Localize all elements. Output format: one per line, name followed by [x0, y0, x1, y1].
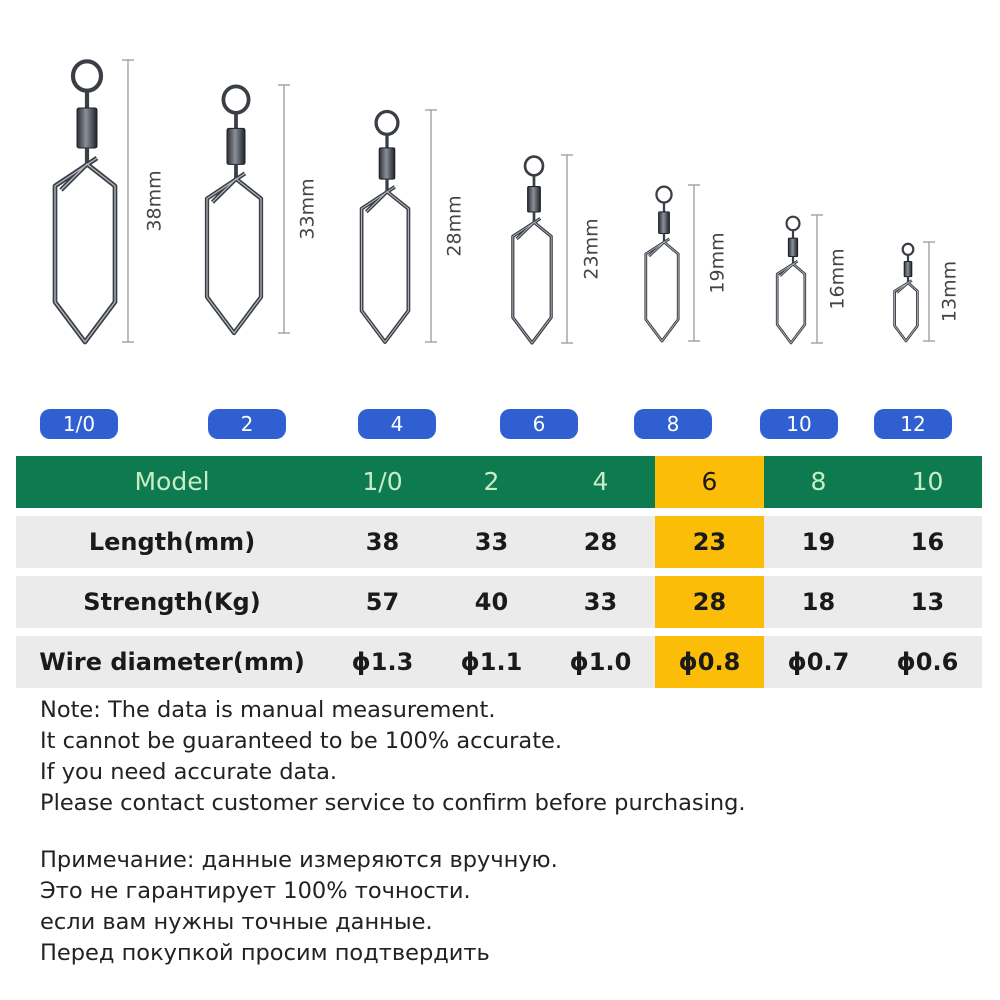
- table-cell: 57: [365, 588, 400, 616]
- model-value: 10: [911, 467, 944, 496]
- snap-swivel: [513, 157, 551, 343]
- table-cell-highlighted: 23: [655, 516, 764, 568]
- dimension-label: 28mm: [443, 195, 466, 257]
- note-english: [40, 695, 746, 819]
- swivel-size-illustration: [0, 0, 1000, 400]
- table-cell: ϕ0.6: [896, 648, 959, 676]
- model-value: 4: [592, 467, 609, 496]
- note-line: It cannot be guaranteed to be 100% accurate.: [40, 728, 563, 754]
- note-line: Это не гарантирует 100% точности.: [40, 878, 471, 904]
- snap-swivel: [362, 111, 409, 342]
- note-line: Note: The data is manual measurement.: [40, 697, 496, 723]
- snap-swivel: [55, 61, 115, 342]
- size-pill: 12: [874, 409, 952, 439]
- table-cell: 38: [365, 528, 400, 556]
- dimension-label: 23mm: [580, 218, 603, 280]
- table-cell: 40: [474, 588, 509, 616]
- table-cell: 28: [583, 528, 618, 556]
- dimension-marker: [688, 185, 729, 341]
- row-label: Length(mm): [88, 528, 256, 556]
- table-cell-highlighted: ϕ0.8: [655, 636, 764, 688]
- dimension-marker: [122, 60, 166, 342]
- note-line: Перед покупкой просим подтвердить: [40, 940, 490, 966]
- table-cell: ϕ1.0: [569, 648, 632, 676]
- model-value: 1/0: [362, 467, 403, 496]
- dimension-marker: [923, 242, 961, 341]
- size-pill: 2: [208, 409, 286, 439]
- row-label: Strength(Kg): [83, 588, 261, 616]
- dimension-marker: [811, 215, 849, 343]
- table-row-strength: [16, 576, 982, 628]
- size-pill: 10: [760, 409, 838, 439]
- table-cell: ϕ1.3: [351, 648, 414, 676]
- dimension-marker: [425, 110, 466, 342]
- model-value: 8: [810, 467, 827, 496]
- table-cell: 16: [910, 528, 945, 556]
- table-row-wire-diameter: [16, 636, 982, 688]
- table-cell: 33: [583, 588, 618, 616]
- model-value-highlighted: 6: [655, 456, 764, 508]
- dimension-marker: [278, 85, 319, 333]
- snap-swivel: [895, 244, 918, 341]
- dimension-label: 19mm: [706, 232, 729, 294]
- table-cell: ϕ1.1: [460, 648, 523, 676]
- dimension-marker: [561, 155, 603, 343]
- dimension-label: 13mm: [938, 260, 961, 323]
- snap-swivel: [646, 187, 678, 341]
- model-header: Model: [134, 467, 210, 496]
- note-russian: [40, 845, 558, 969]
- table-row-length: [16, 516, 982, 568]
- dimension-label: 16mm: [826, 248, 849, 310]
- dimension-label: 38mm: [143, 170, 166, 232]
- model-value: 2: [483, 467, 500, 496]
- table-header-row: [16, 456, 982, 508]
- size-pill: 1/0: [40, 409, 118, 439]
- size-pill: 6: [500, 409, 578, 439]
- note-line: если вам нужны точные данные.: [40, 909, 433, 935]
- table-cell: 19: [801, 528, 836, 556]
- size-pill: 4: [358, 409, 436, 439]
- table-cell: 18: [801, 588, 836, 616]
- snap-swivel: [777, 217, 805, 343]
- table-cell-highlighted: 28: [655, 576, 764, 628]
- table-cell: 33: [474, 528, 509, 556]
- note-line: Примечание: данные измеряются вручную.: [40, 847, 558, 873]
- snap-swivel: [207, 86, 261, 333]
- table-cell: ϕ0.7: [787, 648, 850, 676]
- dimension-label: 33mm: [296, 178, 319, 240]
- table-cell: 13: [910, 588, 945, 616]
- note-line: Please contact customer service to confirm before purchasing.: [40, 790, 746, 816]
- row-label: Wire diameter(mm): [39, 648, 305, 676]
- note-line: If you need accurate data.: [40, 759, 338, 785]
- size-pill: 8: [634, 409, 712, 439]
